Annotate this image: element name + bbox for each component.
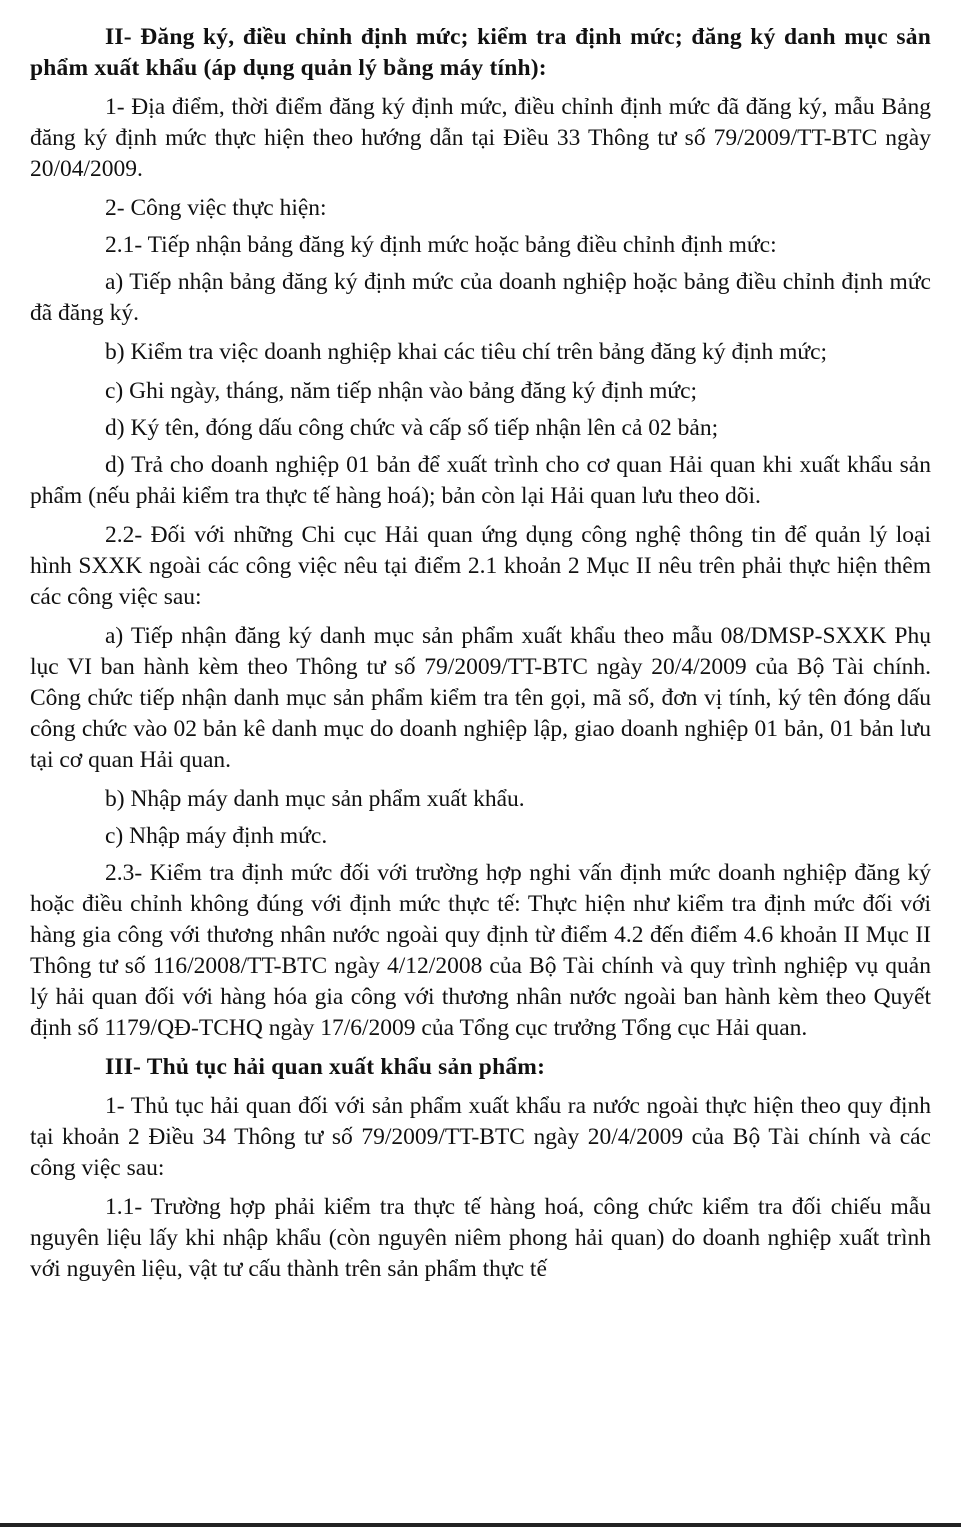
section-2-item-2-1-a: a) Tiếp nhận bảng đăng ký định mức của doanh nghiệp hoặc bảng điều chỉnh định mức đã đăng ký. (30, 269, 931, 326)
section-2-heading: II- Đăng ký, điều chỉnh định mức; kiểm tra định mức; đăng ký danh mục sản phẩm xuất khẩu (áp dụng quản lý bằng máy tính): (30, 24, 931, 81)
section-2-item-2-1: 2.1- Tiếp nhận bảng đăng ký định mức hoặc bảng điều chỉnh định mức: (105, 232, 777, 258)
section-3-paragraph-1: 1- Thủ tục hải quan đối với sản phẩm xuất khẩu ra nước ngoài thực hiện theo quy định tại khoản 2 Điều 34 Thông tư số 79/2009/TT-BTC ngày 20/4/2009 của Bộ Tài chính và các công việc sau: (30, 1093, 931, 1181)
page-bottom-border (0, 1523, 961, 1527)
section-2-item-2-1-c: c) Ghi ngày, tháng, năm tiếp nhận vào bảng đăng ký định mức; (105, 378, 698, 404)
section-2-item-2-1-d-return: d) Trả cho doanh nghiệp 01 bản để xuất trình cho cơ quan Hải quan khi xuất khẩu sản phẩm (nếu phải kiểm tra thực tế hàng hoá); bản còn lại Hải quan lưu theo dõi. (30, 452, 931, 509)
section-3-item-1-1: 1.1- Trường hợp phải kiểm tra thực tế hàng hoá, công chức kiểm tra đối chiếu mẫu nguyên liệu lấy khi nhập khẩu (còn nguyên niêm phong hải quan) do doanh nghiệp xuất trình với nguyên liệu, vật tư cấu thành trên sản phẩm thực tế (30, 1194, 931, 1282)
section-2-paragraph-2: 2- Công việc thực hiện: (105, 195, 327, 221)
section-2-item-2-2: 2.2- Đối với những Chi cục Hải quan ứng dụng công nghệ thông tin để quản lý loại hình SXXK ngoài các công việc nêu tại điểm 2.1 khoản 2 Mục II nêu trên phải thực hiện thêm các công việc sau: (30, 522, 931, 610)
section-2-item-2-1-d-sign: d) Ký tên, đóng dấu công chức và cấp số tiếp nhận lên cả 02 bản; (105, 415, 719, 441)
section-2-paragraph-1: 1- Địa điểm, thời điểm đăng ký định mức, điều chỉnh định mức đã đăng ký, mẫu Bảng đăng ký định mức thực hiện theo hướng dẫn tại Điều 33 Thông tư số 79/2009/TT-BTC ngày 20/04/2009. (30, 94, 931, 182)
section-2-item-2-1-b: b) Kiểm tra việc doanh nghiệp khai các tiêu chí trên bảng đăng ký định mức; (105, 339, 828, 365)
section-3-heading: III- Thủ tục hải quan xuất khẩu sản phẩm: (105, 1054, 546, 1080)
section-2-item-2-3: 2.3- Kiểm tra định mức đối với trường hợp nghi vấn định mức doanh nghiệp đăng ký hoặc điều chỉnh không đúng với định mức thực tế: Thực hiện như kiểm tra định mức đối với hàng gia công với thương nhân nước ngoài quy định từ điểm 4.2 đến điểm 4.6 khoản II Mục II Thông tư số 116/2008/TT-BTC ngày 4/12/2008 của Bộ Tài chính và quy trình nghiệp vụ quản lý hải quan đối với hàng hóa gia công với thương nhân nước ngoài ban hành kèm theo Quyết định số 1179/QĐ-TCHQ ngày 17/6/2009 của Tổng cục trưởng Tổng cục Hải quan. (30, 860, 931, 1041)
section-2-item-2-2-b: b) Nhập máy danh mục sản phẩm xuất khẩu. (105, 786, 525, 812)
section-2-item-2-2-c: c) Nhập máy định mức. (105, 823, 328, 849)
section-2-item-2-2-a: a) Tiếp nhận đăng ký danh mục sản phẩm xuất khẩu theo mẫu 08/DMSP-SXXK Phụ lục VI ban hành kèm theo Thông tư số 79/2009/TT-BTC ngày 20/4/2009 của Bộ Tài chính. Công chức tiếp nhận danh mục sản phẩm kiểm tra tên gọi, mã số, đơn vị tính, ký tên đóng dấu công chức vào 02 bản kê danh mục do doanh nghiệp lập, giao doanh nghiệp 01 bản, 01 bản lưu tại cơ quan Hải quan. (30, 623, 931, 773)
